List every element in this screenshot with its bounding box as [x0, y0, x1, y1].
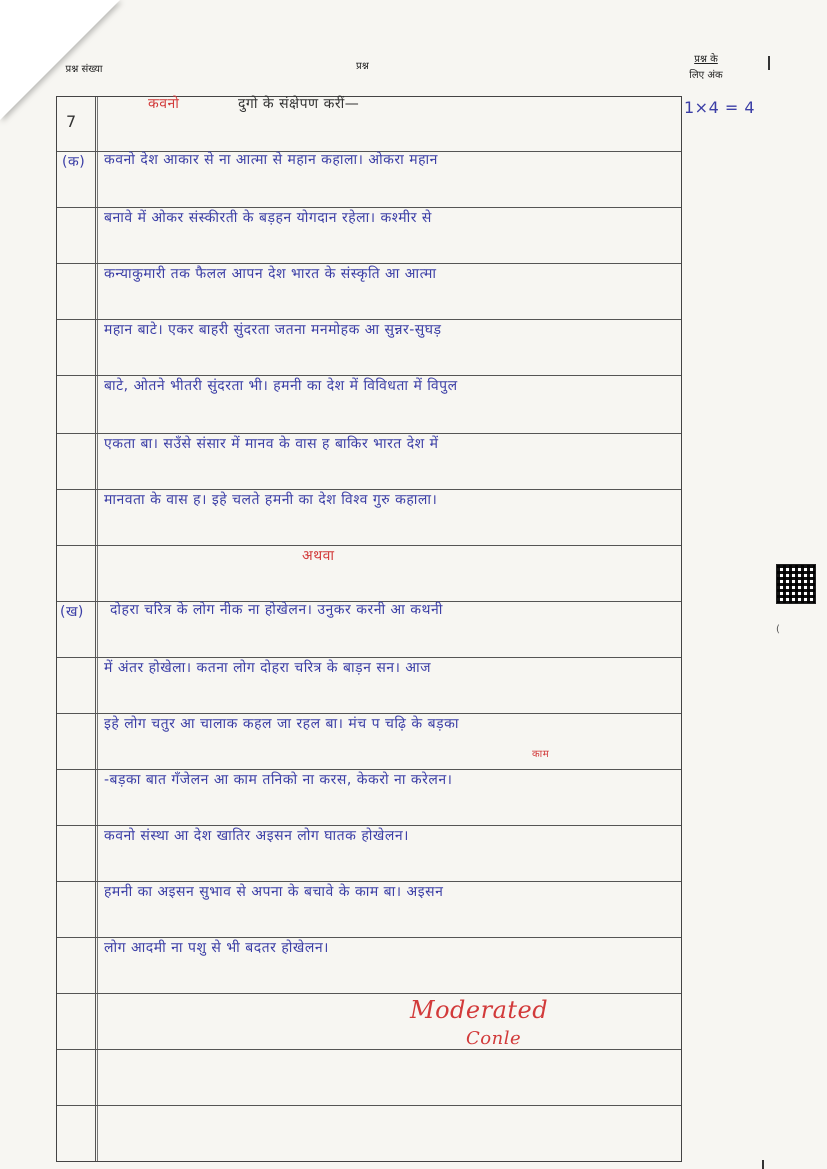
answer-line: हमनी का अइसन सुभाव से अपना के बचावे के काम बा। अइसन	[104, 884, 444, 900]
marks-header	[681, 52, 731, 84]
answer-line: कन्याकुमारी तक फैलल आपन देश भारत के संस्कृति आ आत्मा	[104, 266, 437, 282]
answer-line: मानवता के वास ह। इहे चलते हमनी का देश विश्व गुरु कहाला।	[104, 492, 438, 508]
marks-header-line1: प्रश्न के	[694, 54, 718, 65]
answer-line: में अंतर होखेला। कतना लोग दोहरा चरित्र के बाड़न सन। आज	[104, 660, 432, 676]
marks-header-line2: लिए अंक	[689, 70, 723, 81]
question-header: प्रश्न	[356, 61, 369, 72]
answer-line: लोग आदमी ना पशु से भी बदतर होखेलन।	[104, 940, 329, 956]
instruction-text: दुगो के संक्षेपण करीं—	[238, 96, 360, 112]
answer-line: एकता बा। सउँसे संसार में मानव के वास ह बाकिर भारत देश में	[104, 436, 439, 452]
qr-code-icon	[776, 564, 816, 604]
answer-line: कवनो देश आकार से ना आत्मा से महान कहाला। ओकरा महान	[104, 152, 438, 168]
ruled-grid	[56, 96, 682, 1162]
answer-line: बाटे, ओतने भीतरी सुंदरता भी। हमनी का देश में विविधता में विपुल	[104, 378, 458, 394]
margin-line	[95, 97, 96, 1161]
question-number: 7	[66, 112, 77, 131]
answer-line: दोहरा चरित्र के लोग नीक ना होखेलन। उनुकर करनी आ कथनी	[110, 602, 443, 618]
answer-line: महान बाटे। एकर बाहरी सुंदरता जतना मनमोहक आ सुन्नर-सुघड़	[104, 322, 442, 338]
bottom-tick	[762, 1160, 764, 1169]
answer-line: बनावे में ओकर संस्कीरती के बड़हन योगदान रहेला। कश्मीर से	[104, 210, 432, 226]
question-number-header: प्रश्न संख्या	[65, 64, 103, 75]
answer-line: -बड़का बात गँजेलन आ काम तनिको ना करस, केकरो ना करेलन।	[104, 772, 453, 788]
or-label: अथवा	[302, 548, 335, 564]
rule-line	[57, 1049, 681, 1050]
moderator-signature: Conle	[466, 1028, 522, 1049]
moderation-stamp: Moderated	[410, 996, 549, 1024]
edge-tick	[768, 56, 770, 70]
side-mark: (	[776, 624, 780, 635]
insert-note: काम	[532, 749, 550, 760]
part-b-label: (ख)	[60, 604, 84, 620]
answer-line: कवनो संस्था आ देश खातिर अइसन लोग घातक होखेलन।	[104, 828, 409, 844]
instruction-prefix: कवनो	[148, 96, 180, 112]
part-a-label: (क)	[62, 154, 86, 170]
margin-line-inner	[97, 97, 98, 1161]
rule-line	[57, 545, 681, 546]
answer-line: इहे लोग चतुर आ चालाक कहल जा रहल बा। मंच प चढ़ि के बड़का	[104, 716, 459, 732]
marks-awarded: 1×4 = 4	[684, 98, 756, 117]
rule-line	[57, 993, 681, 994]
rule-line	[57, 1105, 681, 1106]
